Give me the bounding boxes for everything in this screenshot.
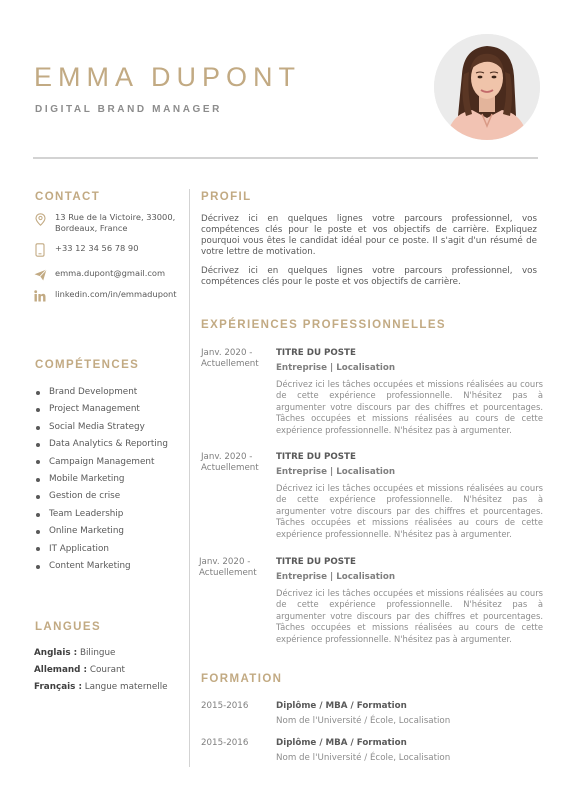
- experience-job-title: TITRE DU POSTE: [276, 557, 356, 567]
- skill-item: [36, 401, 168, 418]
- experience-job-title: TITRE DU POSTE: [276, 452, 356, 462]
- skill-label: Brand Development: [49, 387, 138, 397]
- location-pin-icon: [33, 212, 47, 226]
- address-line2: Bordeaux, France: [55, 223, 128, 233]
- date-end: Actuellement: [201, 463, 259, 473]
- skill-label: Gestion de crise: [49, 491, 121, 502]
- education-degree: Diplôme / MBA / Formation: [276, 738, 407, 748]
- language-level: Bilingue: [79, 648, 116, 658]
- linkedin-url[interactable]: linkedin.com/in/emmadupont: [55, 289, 177, 299]
- contact-email: [33, 268, 165, 282]
- experience-description: Décrivez ici les tâches occupées et missions réalisées au cours de cette expérience professionnelle. N'hésitez pas à argumenter votre discours par des chiffres et pourcentages. Tâches occupées et missions réalisées au cours de cette expérience professionnelle. N'hésitez pas à argumenter.: [276, 379, 543, 435]
- bullet-icon: [36, 547, 40, 551]
- skill-item: [36, 454, 168, 471]
- experience-company: Entreprise | Localisation: [276, 572, 396, 582]
- paper-plane-icon: [33, 268, 47, 282]
- bullet-icon: [36, 513, 40, 517]
- skill-item: [36, 419, 168, 436]
- skill-item: [36, 436, 168, 453]
- language-level: Langue maternelle: [84, 682, 168, 692]
- bullet-icon: [36, 460, 40, 464]
- skill-label: Social Media Strategy: [49, 421, 145, 432]
- portrait-image: [434, 34, 540, 140]
- education-heading: FORMATION: [201, 673, 283, 685]
- header-divider: [33, 157, 538, 159]
- contact-address: [33, 212, 175, 234]
- language-name: Allemand :: [34, 665, 88, 675]
- education-years: 2015-2016: [201, 701, 249, 711]
- language-name: Anglais :: [34, 648, 78, 658]
- profile-heading: PROFIL: [201, 191, 252, 203]
- job-title: DIGITAL BRAND MANAGER: [35, 104, 223, 115]
- language-name: Français :: [34, 682, 82, 692]
- profile-paragraph-1: Décrivez ici en quelques lignes votre parcours professionnel, vos compétences clés pour le poste et vos objectifs de carrière. Expliquez pourquoi vous êtes le candidat idéal pour ce poste. Il s'agit d'un résumé de votre lettre de motivation.: [201, 214, 537, 257]
- skill-label: Data Analytics & Reporting: [49, 439, 168, 450]
- language-item: [34, 679, 168, 696]
- experience-description: Décrivez ici les tâches occupées et missions réalisées au cours de cette expérience professionnelle. N'hésitez pas à argumenter votre discours par des chiffres et pourcentages. Tâches occupées et missions réalisées au cours de cette expérience professionnelle. N'hésitez pas à argumenter.: [276, 588, 543, 644]
- language-level: Courant: [89, 665, 125, 675]
- profile-paragraph-2: Décrivez ici en quelques lignes votre parcours professionnel, vos compétences clés pour le poste et vos objectifs de carrière.: [201, 266, 537, 287]
- skill-label: Campaign Management: [49, 456, 155, 467]
- skill-item: [36, 384, 168, 401]
- candidate-name: EMMA DUPONT: [34, 62, 302, 92]
- phone-icon: [33, 243, 47, 257]
- education-school: Nom de l'Université / École, Localisation: [276, 753, 451, 763]
- experience-date: [199, 557, 271, 579]
- linkedin-icon: [33, 289, 47, 303]
- language-item: [34, 662, 168, 679]
- education-years: 2015-2016: [201, 738, 249, 748]
- column-divider: [189, 189, 190, 767]
- contact-linkedin: [33, 289, 177, 303]
- bullet-icon: [36, 443, 40, 447]
- email-address[interactable]: emma.dupont@gmail.com: [55, 268, 166, 278]
- bullet-icon: [36, 565, 40, 569]
- bullet-icon: [36, 495, 40, 499]
- date-start: Janv. 2020 -: [201, 348, 253, 358]
- bullet-icon: [36, 530, 40, 534]
- contact-heading: CONTACT: [35, 191, 101, 203]
- skill-label: Online Marketing: [49, 526, 125, 537]
- experience-description: Décrivez ici les tâches occupées et missions réalisées au cours de cette expérience professionnelle. N'hésitez pas à argumenter votre discours par des chiffres et pourcentages. Tâches occupées et missions réalisées au cours de cette expérience professionnelle. N'hésitez pas à argumenter.: [276, 483, 543, 539]
- skill-label: Mobile Marketing: [49, 474, 125, 485]
- experience-date: [201, 348, 271, 370]
- education-school: Nom de l'Université / École, Localisation: [276, 716, 451, 726]
- skill-label: Content Marketing: [49, 561, 131, 572]
- contact-phone: [33, 243, 138, 257]
- bullet-icon: [36, 478, 40, 482]
- experience-heading: EXPÉRIENCES PROFESSIONNELLES: [201, 319, 446, 331]
- phone-number: +33 12 34 56 78 90: [55, 243, 139, 253]
- skill-item: [36, 488, 168, 505]
- education-degree: Diplôme / MBA / Formation: [276, 701, 407, 711]
- language-item: [34, 645, 168, 662]
- skill-item: [36, 523, 168, 540]
- skill-item: [36, 541, 168, 558]
- skills-heading: COMPÉTENCES: [35, 359, 140, 371]
- date-end: Actuellement: [201, 359, 259, 369]
- skills-list: [36, 384, 168, 575]
- experience-company: Entreprise | Localisation: [276, 363, 396, 373]
- experience-company: Entreprise | Localisation: [276, 467, 396, 477]
- date-end: Actuellement: [199, 568, 257, 578]
- languages-list: [34, 645, 168, 696]
- skill-label: IT Application: [49, 543, 109, 554]
- profile-photo: [434, 34, 540, 140]
- bullet-icon: [36, 391, 40, 395]
- skill-label: Project Management: [49, 404, 140, 415]
- skill-item: [36, 558, 168, 575]
- date-start: Janv. 2020 -: [199, 557, 251, 567]
- bullet-icon: [36, 408, 40, 412]
- skill-item: [36, 506, 168, 523]
- experience-date: [201, 452, 271, 474]
- languages-heading: LANGUES: [35, 621, 102, 633]
- bullet-icon: [36, 426, 40, 430]
- skill-item: [36, 471, 168, 488]
- skill-label: Team Leadership: [49, 508, 124, 519]
- date-start: Janv. 2020 -: [201, 452, 253, 462]
- experience-job-title: TITRE DU POSTE: [276, 348, 356, 358]
- address-line1: 13 Rue de la Victoire, 33000,: [55, 212, 176, 222]
